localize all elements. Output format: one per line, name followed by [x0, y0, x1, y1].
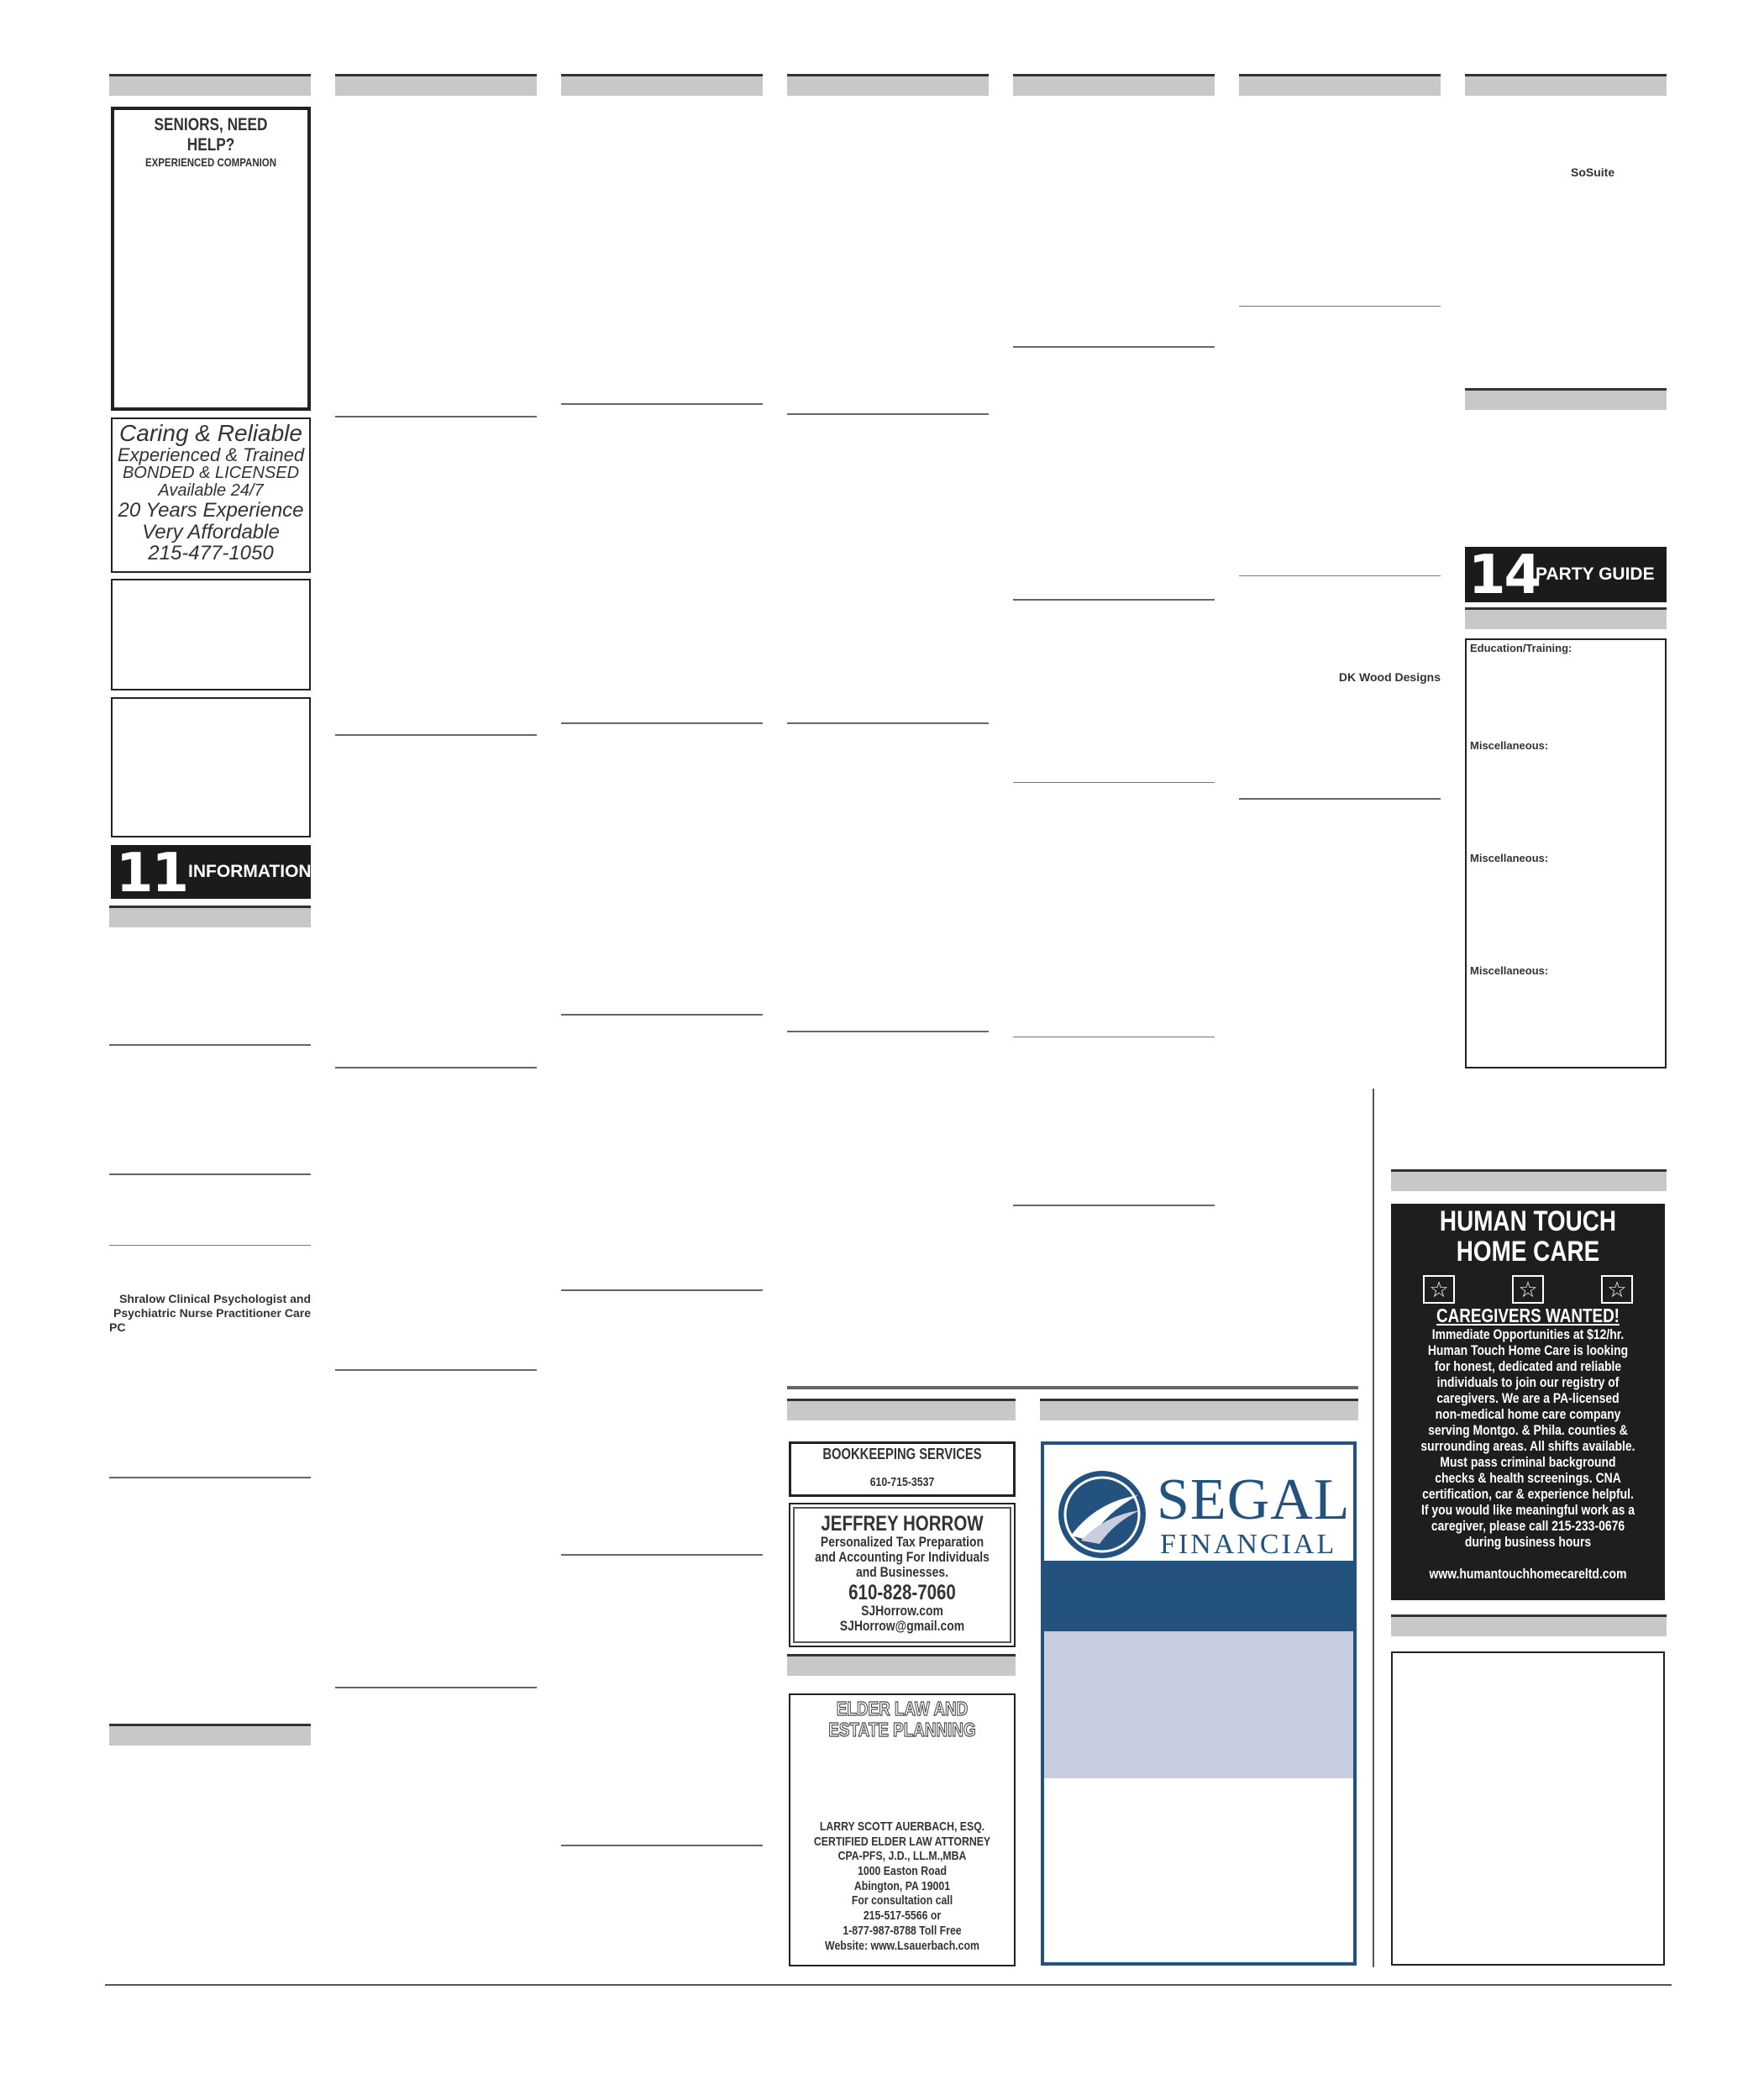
human-touch-body: Human Touch Home Care is looking	[1427, 1341, 1629, 1358]
col5-rule-3	[1013, 782, 1215, 783]
col7-subheader-c	[1391, 1614, 1667, 1636]
col3-rule-2	[561, 722, 763, 724]
col2-rule-2	[335, 734, 537, 736]
col1-rule-1	[109, 1044, 311, 1046]
segal-lavender-band	[1044, 1631, 1353, 1778]
segal-header	[1040, 1399, 1358, 1420]
caring-ad-line4: Available 24/7	[158, 481, 264, 501]
vertical-divider	[1373, 1089, 1374, 1967]
caring-ad-line3: BONDED & LICENSED	[122, 464, 300, 483]
caring-ad-line1: Caring & Reliable	[119, 420, 302, 446]
caring-ad-line2: Experienced & Trained	[117, 444, 305, 466]
seniors-ad-title: SENIORS, NEED HELP?	[154, 115, 268, 155]
bookkeeping-phone: 610-715-3537	[869, 1475, 935, 1489]
elder-line: 215-517-5566 or	[863, 1908, 942, 1924]
horrow-web: SJHorrow.com	[861, 1603, 943, 1620]
human-touch-body: serving Montgo. & Phila. counties &	[1428, 1421, 1628, 1438]
sosuite-text: SoSuite	[1571, 165, 1615, 179]
col6-rule-2	[1239, 575, 1441, 576]
col2-rule-4	[335, 1369, 537, 1371]
horrow-line1: Personalized Tax Preparation	[820, 1534, 984, 1551]
col2-header	[335, 74, 537, 96]
col3-rule-3	[561, 1014, 763, 1016]
party-guide-box	[1465, 638, 1667, 1068]
col1-header	[109, 74, 311, 96]
blank-ad-1	[111, 579, 311, 690]
seniors-ad-subtitle: EXPERIENCED COMPANION	[144, 155, 277, 169]
horrow-email: SJHorrow@gmail.com	[839, 1617, 965, 1634]
col4-rule-3	[787, 1031, 989, 1032]
elder-line: LARRY SCOTT AUERBACH, ESQ.	[819, 1819, 985, 1834]
col2-rule-1	[335, 416, 537, 417]
col1-rule-3	[109, 1245, 311, 1246]
footer-rule	[105, 1984, 1672, 1986]
star-icon: ☆	[1423, 1275, 1455, 1304]
human-touch-body: Must pass criminal background	[1440, 1453, 1616, 1470]
party-label-3: Miscellaneous:	[1470, 852, 1549, 864]
horrow-ad	[789, 1503, 1016, 1647]
bookkeeping-title: BOOKKEEPING SERVICES	[822, 1446, 982, 1462]
col6-header	[1239, 74, 1441, 96]
section-14-number: 14	[1468, 544, 1541, 606]
col3-rule-4	[561, 1289, 763, 1291]
horrow-phone: 610-828-7060	[848, 1580, 956, 1604]
elder-line: 1000 Easton Road	[858, 1864, 947, 1879]
bookkeeping-ad	[789, 1441, 1016, 1497]
col6-rule-1	[1239, 306, 1441, 307]
col7-subheader-a	[1465, 388, 1667, 410]
elder-title-2: ESTATE PLANNING	[828, 1719, 976, 1741]
party-label-1: Education/Training:	[1470, 642, 1572, 654]
horrow-name: JEFFREY HORROW	[821, 1512, 984, 1536]
ads-top-rule	[787, 1386, 1358, 1389]
party-label-2: Miscellaneous:	[1470, 739, 1549, 752]
star-icon: ☆	[1601, 1275, 1633, 1304]
human-touch-body: caregivers. We are a PA-licensed	[1436, 1389, 1620, 1406]
blank-ad-3	[1391, 1651, 1665, 1966]
star-icon: ☆	[1512, 1275, 1544, 1304]
col7-header	[1465, 74, 1667, 96]
segal-logo-mark	[1056, 1468, 1148, 1561]
human-touch-title1: HUMAN TOUCH	[1439, 1205, 1617, 1237]
human-touch-body: certification, car & experience helpful.	[1422, 1485, 1634, 1502]
col3-rule-1	[561, 403, 763, 405]
human-touch-url: www.humantouchhomecareltd.com	[1429, 1565, 1627, 1582]
segal-sub: FINANCIAL	[1160, 1529, 1337, 1560]
col5-header	[1013, 74, 1215, 96]
section-11-banner	[111, 843, 312, 905]
human-touch-body: checks & health screenings. CNA	[1435, 1469, 1621, 1486]
segal-name: SEGAL	[1157, 1467, 1351, 1532]
col4-header	[787, 74, 989, 96]
seniors-ad	[111, 107, 311, 411]
human-touch-body: during business hours	[1464, 1533, 1592, 1550]
human-touch-body: Immediate Opportunities at $12/hr.	[1431, 1326, 1625, 1342]
col5-rule-2	[1013, 599, 1215, 601]
segal-ad	[1041, 1441, 1357, 1966]
caring-ad	[111, 417, 311, 573]
horrow-line2: and Accounting For Individuals	[815, 1549, 990, 1566]
caring-ad-phone: 215-477-1050	[148, 541, 274, 564]
section-14-title: PARTY GUIDE	[1536, 564, 1655, 584]
col2-rule-5	[335, 1687, 537, 1688]
section-11-title: INFORMATION	[188, 862, 312, 881]
star-row	[1391, 1275, 1665, 1304]
col4-rule-2	[787, 722, 989, 724]
caring-ad-line5: 20 Years Experience	[118, 499, 304, 522]
elder-line: CPA-PFS, J.D., LL.M.,MBA	[837, 1849, 967, 1864]
elder-website: Website: www.Lsauerbach.com	[825, 1938, 979, 1953]
party-label-4: Miscellaneous:	[1470, 964, 1549, 977]
col2-rule-3	[335, 1067, 537, 1068]
segal-logo-icon	[1056, 1468, 1148, 1561]
dk-wood-designs: DK Wood Designs	[1338, 670, 1441, 684]
section-11-number: 11	[116, 843, 188, 905]
human-touch-body: caregiver, please call 215-233-0676	[1431, 1517, 1625, 1534]
elder-line: For consultation call	[851, 1893, 953, 1908]
elder-line: Abington, PA 19001	[853, 1878, 951, 1893]
segal-blue-band	[1044, 1561, 1353, 1631]
elder-title-1: ELDER LAW AND	[836, 1698, 969, 1719]
shralow-text: Shralow Clinical Psychologist and Psychiatric Nurse Practitioner Care PC	[109, 1292, 311, 1334]
col1-rule-2	[109, 1173, 311, 1175]
col5-rule-5	[1013, 1205, 1215, 1206]
col1-rule-4	[109, 1477, 311, 1478]
horrow-line3: and Businesses.	[855, 1563, 949, 1580]
human-touch-body: non-medical home care company	[1435, 1405, 1621, 1422]
section-14-banner	[1465, 544, 1667, 606]
col7-subheader-b	[1465, 607, 1667, 629]
col3-header	[561, 74, 763, 96]
caring-ad-line6: Very Affordable	[142, 520, 280, 543]
col4-rule-1	[787, 413, 989, 415]
col3-rule-6	[561, 1845, 763, 1846]
col6-rule-3	[1239, 798, 1441, 800]
col1-subheader-a	[109, 906, 311, 927]
blank-ad-2	[111, 697, 311, 837]
human-touch-header	[1391, 1169, 1667, 1191]
elder-header	[787, 1654, 1016, 1676]
human-touch-body: individuals to join our registry of	[1436, 1373, 1620, 1390]
col3-rule-5	[561, 1554, 763, 1556]
elder-law-ad	[789, 1693, 1016, 1966]
col5-rule-1	[1013, 346, 1215, 348]
elder-line: CERTIFIED ELDER LAW ATTORNEY	[813, 1834, 991, 1849]
bookkeeping-header	[787, 1399, 1016, 1420]
elder-line: 1-877-987-8788 Toll Free	[843, 1923, 962, 1938]
human-touch-body: If you would like meaningful work as a	[1420, 1501, 1635, 1518]
human-touch-body: for honest, dedicated and reliable	[1434, 1357, 1622, 1374]
col1-subheader-b	[109, 1724, 311, 1746]
caregivers-wanted: CAREGIVERS WANTED!	[1436, 1305, 1620, 1327]
human-touch-body: surrounding areas. All shifts available.	[1420, 1437, 1635, 1454]
human-touch-title2: HOME CARE	[1456, 1235, 1600, 1268]
human-touch-ad	[1391, 1204, 1665, 1600]
